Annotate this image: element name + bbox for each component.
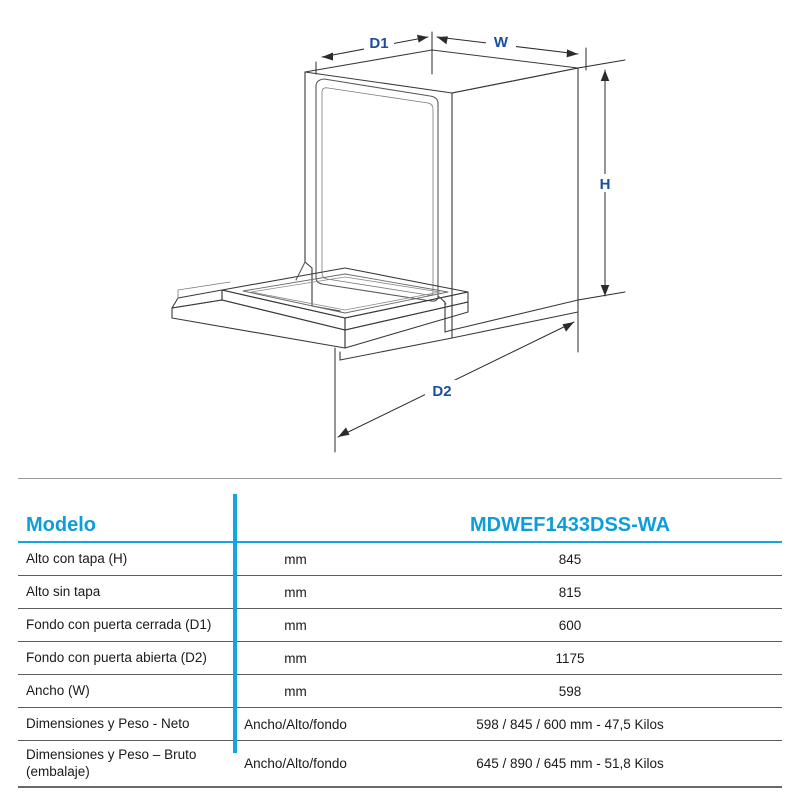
- table-row: [18, 642, 782, 675]
- table-column-divider: [233, 494, 237, 753]
- row-unit: mm: [233, 609, 358, 642]
- cabinet-top-face: [305, 50, 578, 93]
- row-value: 600: [358, 609, 782, 642]
- arrow-d2-right: [563, 322, 575, 332]
- header-unit: [233, 479, 358, 543]
- cavity-opening-inner: [322, 88, 433, 295]
- row-value: 1175: [358, 642, 782, 675]
- ext-line-h-top: [578, 60, 625, 68]
- table-row: [18, 609, 782, 642]
- row-label: Dimensiones y Peso – Bruto (embalaje): [18, 741, 233, 788]
- ext-line-h-bottom: [578, 292, 625, 300]
- dimension-label-h: H: [599, 176, 611, 193]
- row-value: 815: [358, 576, 782, 609]
- row-label: Fondo con puerta abierta (D2): [18, 642, 233, 675]
- row-unit: Ancho/Alto/fondo: [233, 708, 358, 741]
- door-hinge-left: [296, 262, 305, 280]
- header-model-value: MDWEF1433DSS-WA: [358, 479, 782, 543]
- row-label: Ancho (W): [18, 675, 233, 708]
- row-unit: mm: [233, 642, 358, 675]
- arrow-d1-right: [417, 35, 428, 43]
- arrow-d2-left: [338, 427, 350, 437]
- row-label: Dimensiones y Peso - Neto: [18, 708, 233, 741]
- plinth-left-edge: [305, 262, 312, 306]
- table-row: [18, 576, 782, 609]
- row-value: 645 / 890 / 645 mm - 51,8 Kilos: [358, 741, 782, 788]
- specification-table: [18, 478, 782, 788]
- table-header-row: [18, 479, 782, 543]
- row-unit: Ancho/Alto/fondo: [233, 741, 358, 788]
- row-label: Alto sin tapa: [18, 576, 233, 609]
- arrow-d1-left: [322, 53, 333, 61]
- table-row: [18, 542, 782, 576]
- arrow-h-bottom: [601, 285, 610, 296]
- header-label: Modelo: [18, 479, 233, 543]
- row-label: Fondo con puerta cerrada (D1): [18, 609, 233, 642]
- row-unit: mm: [233, 542, 358, 576]
- cavity-opening: [316, 79, 438, 301]
- dimension-label-d1: D1: [369, 35, 389, 52]
- row-label: Alto con tapa (H): [18, 542, 233, 576]
- row-value: 598 / 845 / 600 mm - 47,5 Kilos: [358, 708, 782, 741]
- table-row: [18, 675, 782, 708]
- arrow-w-left: [437, 36, 448, 44]
- row-unit: mm: [233, 675, 358, 708]
- arrow-w-right: [567, 49, 578, 57]
- row-unit: mm: [233, 576, 358, 609]
- dimension-label-d2: D2: [432, 383, 452, 400]
- door-left-thickness: [222, 290, 345, 330]
- table-row: [18, 741, 782, 788]
- dimension-label-w: W: [493, 34, 509, 51]
- door-base-left: [172, 290, 222, 308]
- plinth-inner-right: [445, 330, 452, 332]
- row-value: 845: [358, 542, 782, 576]
- table-row: [18, 708, 782, 741]
- cabinet-right-face: [452, 68, 578, 330]
- arrow-h-top: [601, 70, 610, 81]
- row-value: 598: [358, 675, 782, 708]
